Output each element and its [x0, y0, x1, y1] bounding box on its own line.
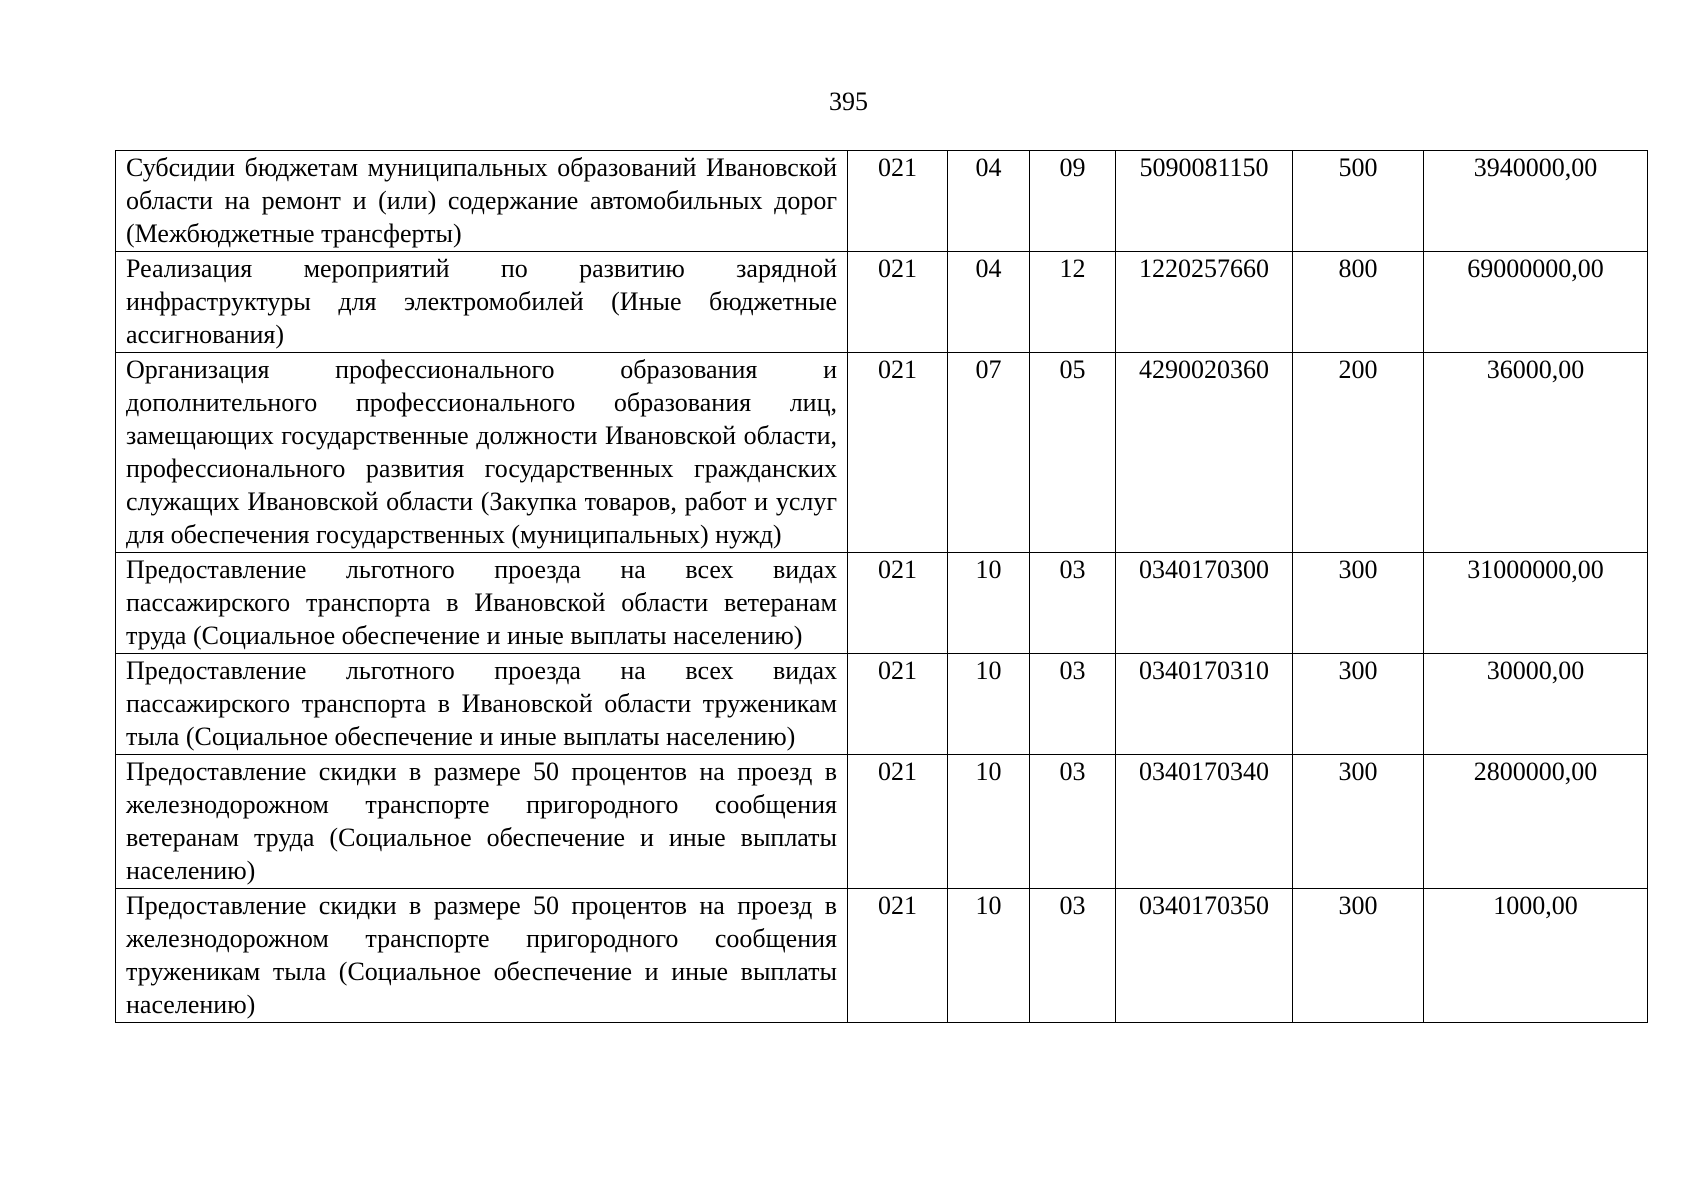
budget-table-body — [116, 151, 1648, 1023]
row-gr-cell: 021 — [848, 252, 948, 353]
row-sum-cell: 1000,00 — [1424, 889, 1648, 1023]
row-name-cell: Предоставление скидки в размере 50 процентов на проезд в железнодорожном транспорте пригородного сообщения труженикам тыла (Социальное обеспечение и иные выплаты населению) — [116, 889, 848, 1023]
row-sum-cell: 69000000,00 — [1424, 252, 1648, 353]
table-row — [116, 553, 1648, 654]
row-pr-cell: 03 — [1030, 553, 1116, 654]
row-pr-cell: 03 — [1030, 755, 1116, 889]
row-sum-cell: 30000,00 — [1424, 654, 1648, 755]
row-csr-cell: 5090081150 — [1116, 151, 1293, 252]
row-rz-cell: 10 — [948, 755, 1030, 889]
row-sum-cell: 2800000,00 — [1424, 755, 1648, 889]
table-row — [116, 151, 1648, 252]
table-row — [116, 353, 1648, 553]
row-name-cell: Субсидии бюджетам муниципальных образований Ивановской области на ремонт и (или) содержание автомобильных дорог (Межбюджетные трансферты) — [116, 151, 848, 252]
row-pr-cell: 03 — [1030, 654, 1116, 755]
page-number: 395 — [829, 87, 868, 116]
row-vr-cell: 200 — [1293, 353, 1424, 553]
row-gr-cell: 021 — [848, 654, 948, 755]
row-rz-cell: 10 — [948, 654, 1030, 755]
table-row — [116, 654, 1648, 755]
table-row — [116, 755, 1648, 889]
row-gr-cell: 021 — [848, 889, 948, 1023]
row-vr-cell: 300 — [1293, 553, 1424, 654]
row-vr-cell: 800 — [1293, 252, 1424, 353]
row-name-cell: Реализация мероприятий по развитию зарядной инфраструктуры для электромобилей (Иные бюджетные ассигнования) — [116, 252, 848, 353]
row-csr-cell: 0340170350 — [1116, 889, 1293, 1023]
row-csr-cell: 4290020360 — [1116, 353, 1293, 553]
row-vr-cell: 300 — [1293, 755, 1424, 889]
row-csr-cell: 0340170340 — [1116, 755, 1293, 889]
row-pr-cell: 12 — [1030, 252, 1116, 353]
table-row — [116, 252, 1648, 353]
budget-table — [115, 150, 1648, 1023]
row-name-cell: Предоставление льготного проезда на всех видах пассажирского транспорта в Ивановской области ветеранам труда (Социальное обеспечение и иные выплаты населению) — [116, 553, 848, 654]
row-name-cell: Организация профессионального образования и дополнительного профессионального образования лиц, замещающих государственные должности Ивановской области, профессионального развития государственных гражданских служащих Ивановской области (Закупка товаров, работ и услуг для обеспечения государственных (муниципальных) нужд) — [116, 353, 848, 553]
row-sum-cell: 31000000,00 — [1424, 553, 1648, 654]
row-csr-cell: 0340170310 — [1116, 654, 1293, 755]
row-pr-cell: 03 — [1030, 889, 1116, 1023]
row-name-cell: Предоставление скидки в размере 50 процентов на проезд в железнодорожном транспорте пригородного сообщения ветеранам труда (Социальное обеспечение и иные выплаты населению) — [116, 755, 848, 889]
row-pr-cell: 09 — [1030, 151, 1116, 252]
row-gr-cell: 021 — [848, 353, 948, 553]
row-gr-cell: 021 — [848, 151, 948, 252]
row-pr-cell: 05 — [1030, 353, 1116, 553]
row-gr-cell: 021 — [848, 755, 948, 889]
row-vr-cell: 300 — [1293, 889, 1424, 1023]
row-sum-cell: 36000,00 — [1424, 353, 1648, 553]
row-rz-cell: 07 — [948, 353, 1030, 553]
table-row — [116, 889, 1648, 1023]
row-gr-cell: 021 — [848, 553, 948, 654]
row-rz-cell: 10 — [948, 553, 1030, 654]
row-csr-cell: 1220257660 — [1116, 252, 1293, 353]
row-rz-cell: 04 — [948, 252, 1030, 353]
row-vr-cell: 500 — [1293, 151, 1424, 252]
row-rz-cell: 04 — [948, 151, 1030, 252]
row-vr-cell: 300 — [1293, 654, 1424, 755]
row-sum-cell: 3940000,00 — [1424, 151, 1648, 252]
row-rz-cell: 10 — [948, 889, 1030, 1023]
row-name-cell: Предоставление льготного проезда на всех видах пассажирского транспорта в Ивановской области труженикам тыла (Социальное обеспечение и иные выплаты населению) — [116, 654, 848, 755]
row-csr-cell: 0340170300 — [1116, 553, 1293, 654]
